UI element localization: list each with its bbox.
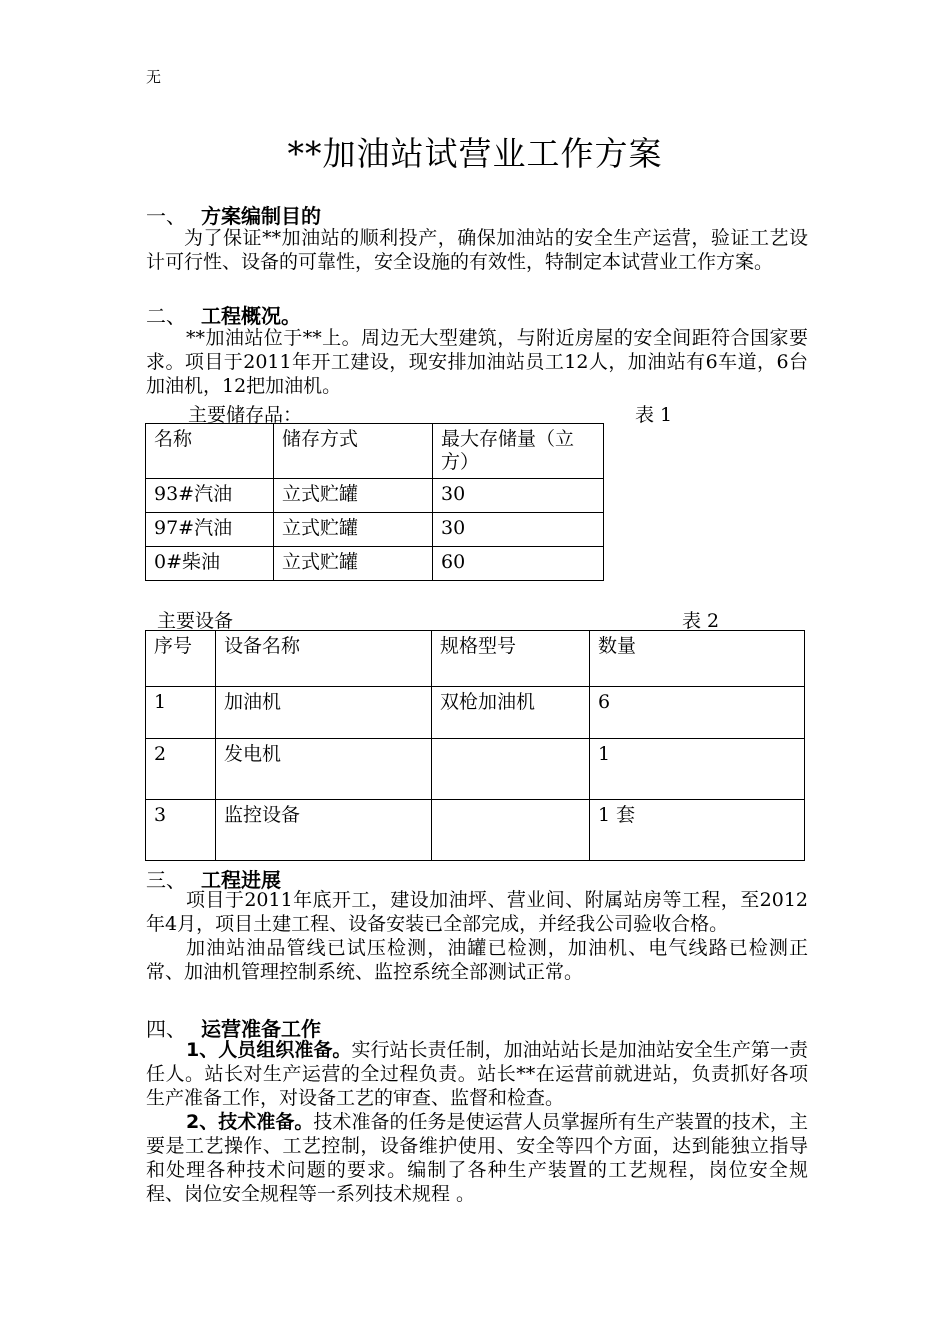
table-cell: 1: [590, 739, 805, 800]
table-cell: 0#柴油: [146, 547, 274, 581]
table-header-cell: 设备名称: [216, 631, 432, 687]
table-header-row: [146, 631, 805, 687]
table-cell: 1 套: [590, 800, 805, 861]
table-header-cell: 规格型号: [432, 631, 590, 687]
table-row: [146, 479, 604, 513]
table-header-cell: 储存方式: [274, 424, 433, 479]
table-cell: 2: [146, 739, 216, 800]
section-2-body: [146, 326, 808, 398]
section-3-body: [146, 888, 808, 984]
table-row: [146, 513, 604, 547]
page-title: **加油站试营业工作方案: [287, 134, 663, 173]
table-cell: 1: [146, 687, 216, 739]
table-header-cell: 最大存储量（立方）: [433, 424, 604, 479]
section-2-paragraph: **加油站位于**上。周边无大型建筑，与附近房屋的安全间距符合国家要求。项目于2011年开工建设，现安排加油站员工12人，加油站有6车道，6台加油机，12把加油机。: [146, 327, 808, 397]
table-2-caption: 主要设备: [157, 610, 234, 632]
table-cell: 30: [433, 479, 604, 513]
section-4-title: 运营准备工作: [201, 1017, 321, 1041]
table-header-row: [146, 424, 604, 479]
section-2-number: 二、: [146, 304, 186, 328]
section-3-paragraph-1: 项目于2011年底开工，建设加油坪、营业间、附属站房等工程，至2012年4月，项目土建工程、设备安装已全部完成，并经我公司验收合格。: [146, 889, 808, 935]
table-cell: 93#汽油: [146, 479, 274, 513]
table-cell: 30: [433, 513, 604, 547]
header-mark: 无: [146, 68, 162, 86]
table-cell: [432, 739, 590, 800]
storage-table: [145, 423, 604, 581]
table-2-label: 表 2: [682, 610, 720, 632]
table-cell: 加油机: [216, 687, 432, 739]
section-4-number: 四、: [146, 1017, 186, 1041]
table-cell: 3: [146, 800, 216, 861]
section-1-title: 方案编制目的: [201, 204, 321, 228]
table-cell: 97#汽油: [146, 513, 274, 547]
table-cell: 60: [433, 547, 604, 581]
table-row: [146, 547, 604, 581]
section-1-number: 一、: [146, 204, 186, 228]
table-row: [146, 800, 805, 861]
equipment-table: [145, 630, 805, 861]
table-header-cell: 序号: [146, 631, 216, 687]
table-1-label: 表 1: [635, 404, 673, 426]
item-2-text: 技术准备的任务是使运营人员掌握所有生产装置的技术，主要是工艺操作、工艺控制，设备维护使用、安全等四个方面，达到能独立指导和处理各种技术问题的要求。编制了各种生产装置的工艺规程，岗位安全规程、岗位安全规程等一系列技术规程 。: [146, 1111, 808, 1205]
section-4-item-2: [146, 1110, 808, 1206]
table-header-cell: 名称: [146, 424, 274, 479]
table-header-cell: 数量: [590, 631, 805, 687]
table-row: [146, 687, 805, 739]
item-1-text: 实行站长责任制，加油站站长是加油站安全生产第一责任人。站长对生产运营的全过程负责。站长**在运营前就进站，负责抓好各项生产准备工作，对设备工艺的审查、监督和检查。: [146, 1039, 808, 1109]
section-3-paragraph-2: 加油站油品管线已试压检测，油罐已检测，加油机、电气线路已检测正常、加油机管理控制系统、监控系统全部测试正常。: [146, 937, 808, 983]
table-cell: [432, 800, 590, 861]
table-cell: 立式贮罐: [274, 479, 433, 513]
item-2-heading: 2、技术准备。: [186, 1111, 314, 1133]
section-1-paragraph: 为了保证**加油站的顺利投产，确保加油站的安全生产运营，验证工艺设计可行性、设备的可靠性，安全设施的有效性，特制定本试营业工作方案。: [146, 227, 808, 273]
table-cell: 立式贮罐: [274, 547, 433, 581]
section-4-item-1: [146, 1038, 808, 1110]
table-cell: 6: [590, 687, 805, 739]
table-cell: 立式贮罐: [274, 513, 433, 547]
table-cell: 双枪加油机: [432, 687, 590, 739]
section-1-heading: [146, 200, 321, 229]
section-2-title: 工程概况。: [201, 304, 301, 328]
table-cell: 发电机: [216, 739, 432, 800]
table-cell: 监控设备: [216, 800, 432, 861]
table-row: [146, 739, 805, 800]
section-2-heading: [146, 300, 301, 329]
table-1-caption: 主要储存品：: [188, 404, 303, 426]
section-3-title: 工程进展: [201, 868, 281, 892]
item-1-heading: 1、人员组织准备。: [186, 1039, 352, 1061]
section-3-number: 三、: [146, 868, 186, 892]
section-1-body: [146, 226, 808, 274]
section-4-body: [146, 1038, 808, 1206]
